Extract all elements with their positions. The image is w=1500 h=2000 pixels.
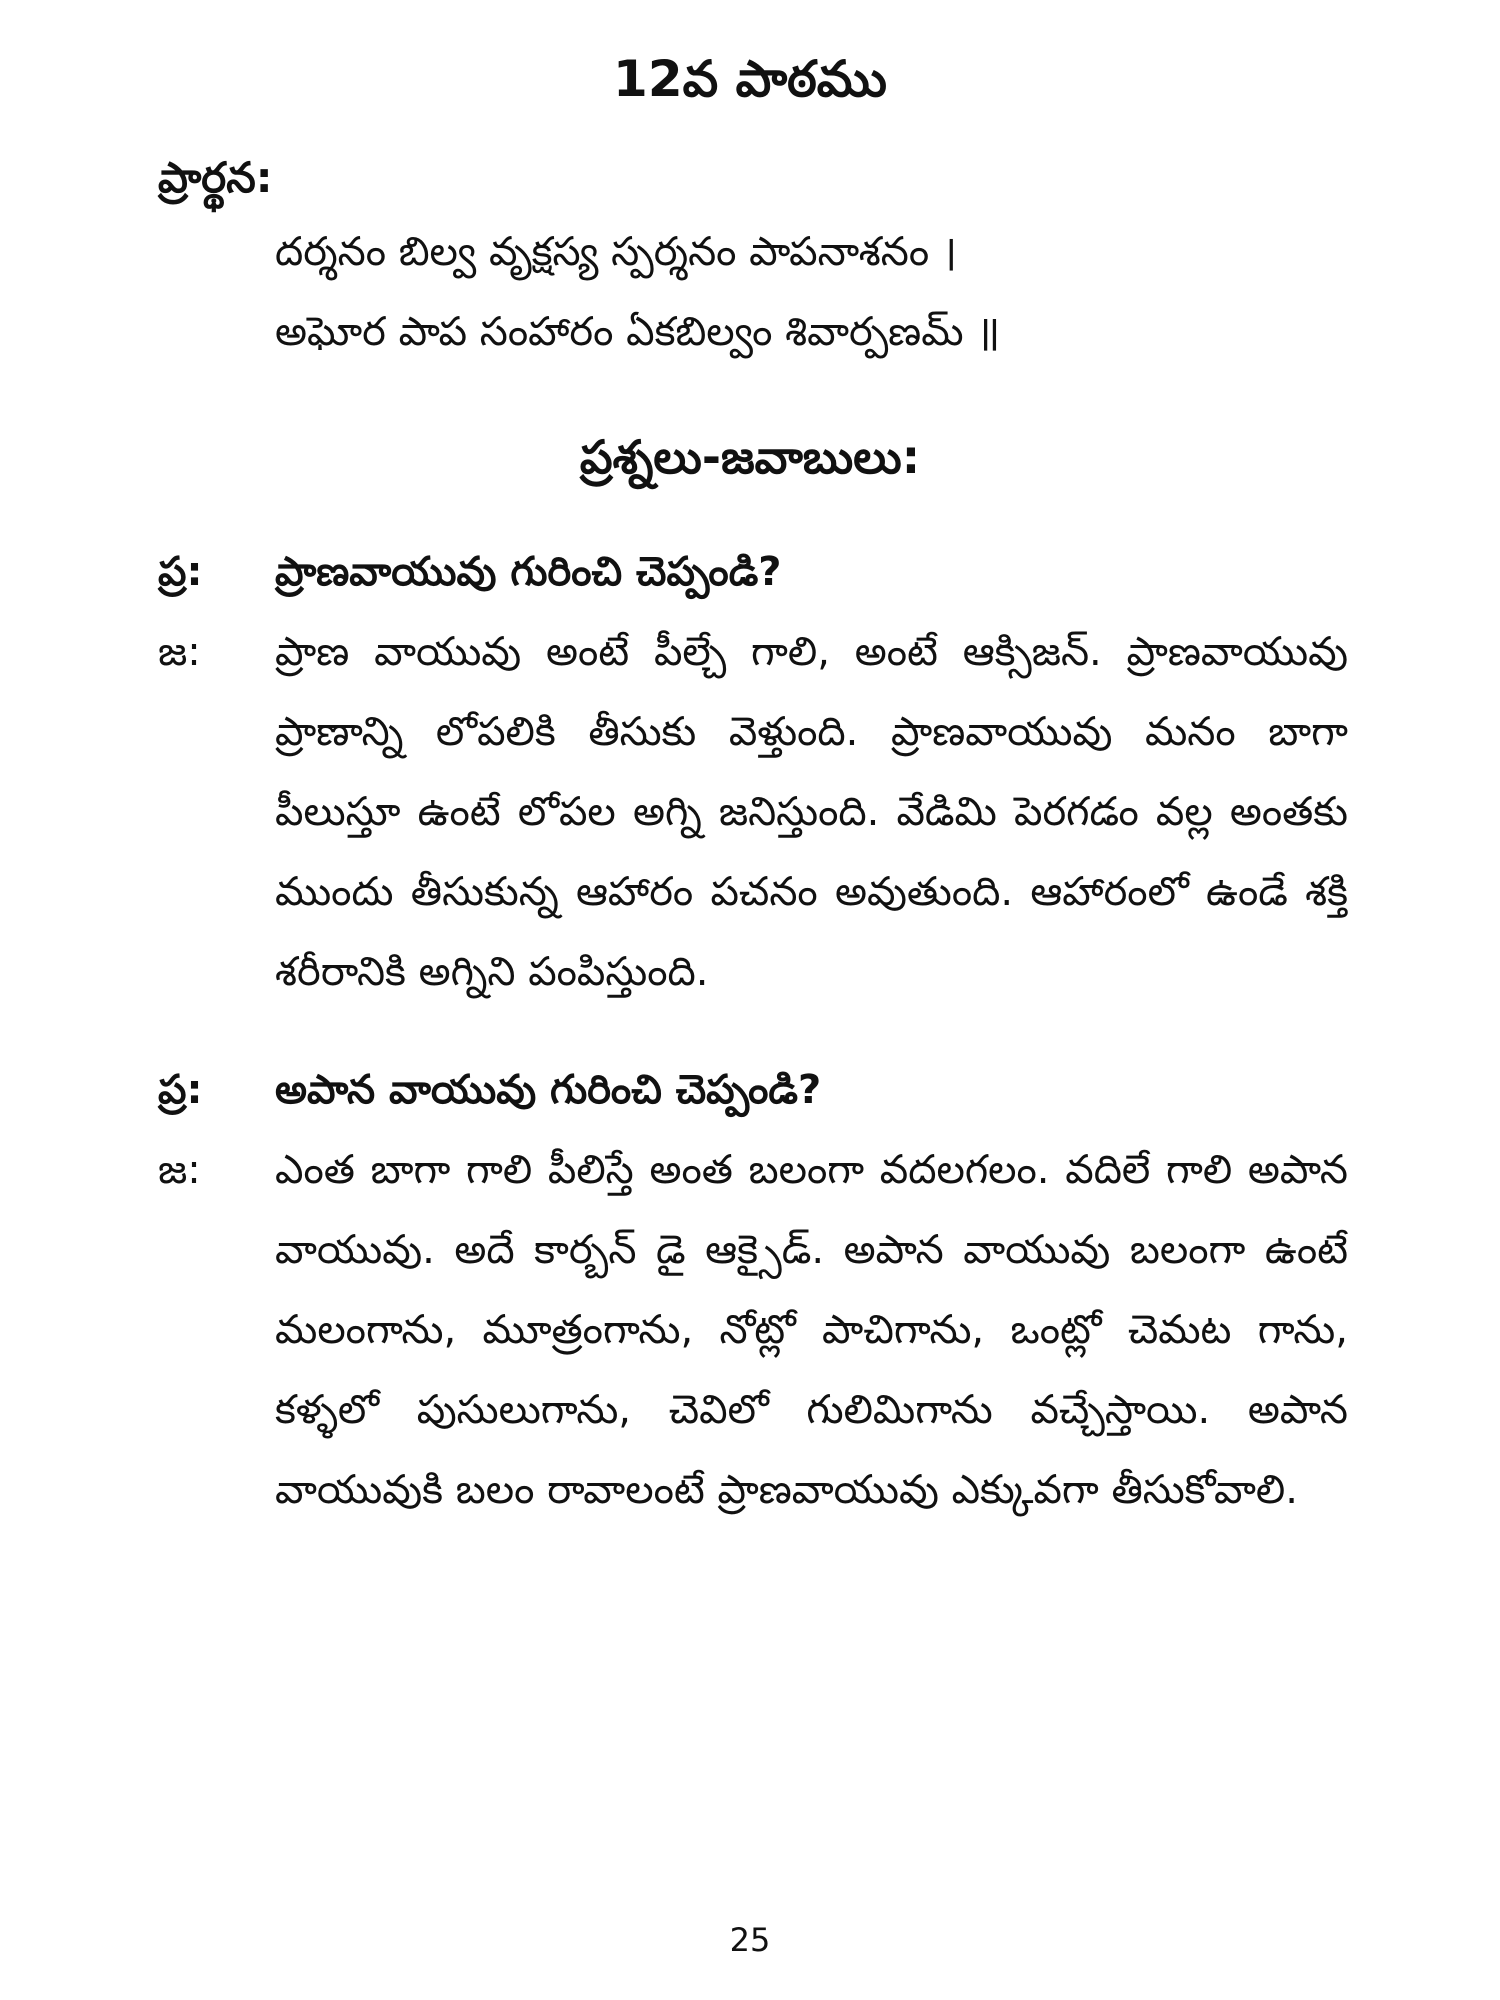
answer-row [158,612,1348,1012]
answer-marker: జ: [158,1147,201,1193]
page-number: 25 [729,1921,771,1959]
qa-section-heading: ప్రశ్నలు-జవాబులు: [579,430,921,484]
qa-item [158,1050,1348,1530]
answer-text: ఎంత బాగా గాలి పీలిస్తే అంత బలంగా వదలగలం. వదిలే గాలి అపాన వాయువు. అదే కార్బన్ డై ఆక్సైడ్. అపాన వాయువు బలంగా ఉంటే మలంగాను, మూత్రంగాను, నోట్లో పాచిగాను, ఒంట్లో చెమట గాను, కళ్ళలో పుసులుగాను, చెవిలో గులిమిగాను వచ్చేస్తాయి. అపాన వాయువుకి బలం రావాలంటే ప్రాణవాయువు ఎక్కువగా తీసుకోవాలి. [275,1147,1348,1513]
question-text: ప్రాణవాయువు గురించి చెప్పండి? [275,549,782,595]
qa-item [158,532,1348,1012]
answer-text: ప్రాణ వాయువు అంటే పీల్చే గాలి, అంటే ఆక్సిజన్. ప్రాణవాయువు ప్రాణాన్ని లోపలికి తీసుకు వెళ్తుంది. ప్రాణవాయువు మనం బాగా పీలుస్తూ ఉంటే లోపల అగ్ని జనిస్తుంది. వేడిమి పెరగడం వల్ల అంతకు ముందు తీసుకున్న ఆహారం పచనం అవుతుంది. ఆహారంలో ఉండే శక్తి శరీరానికి అగ్నిని పంపిస్తుంది. [275,629,1348,995]
question-row [158,532,1348,612]
prayer-verse-line: దర్శనం బిల్వ వృక్షస్య స్పర్శనం పాపనాశనం । [275,229,958,275]
answer-row [158,1130,1348,1530]
answer-marker: జ: [158,629,201,675]
prayer-label: ప్రార్థన: [158,153,273,202]
question-text: అపాన వాయువు గురించి చెప్పండి? [275,1067,822,1113]
question-marker: ప్ర: [158,549,203,595]
lesson-title: 12వ పాఠము [613,50,887,108]
question-row [158,1050,1348,1130]
prayer-verse-line: అఘోర పాప సంహారం ఏకబిల్వం శివార్పణమ్ ॥ [275,309,1001,355]
question-marker: ప్ర: [158,1067,203,1113]
